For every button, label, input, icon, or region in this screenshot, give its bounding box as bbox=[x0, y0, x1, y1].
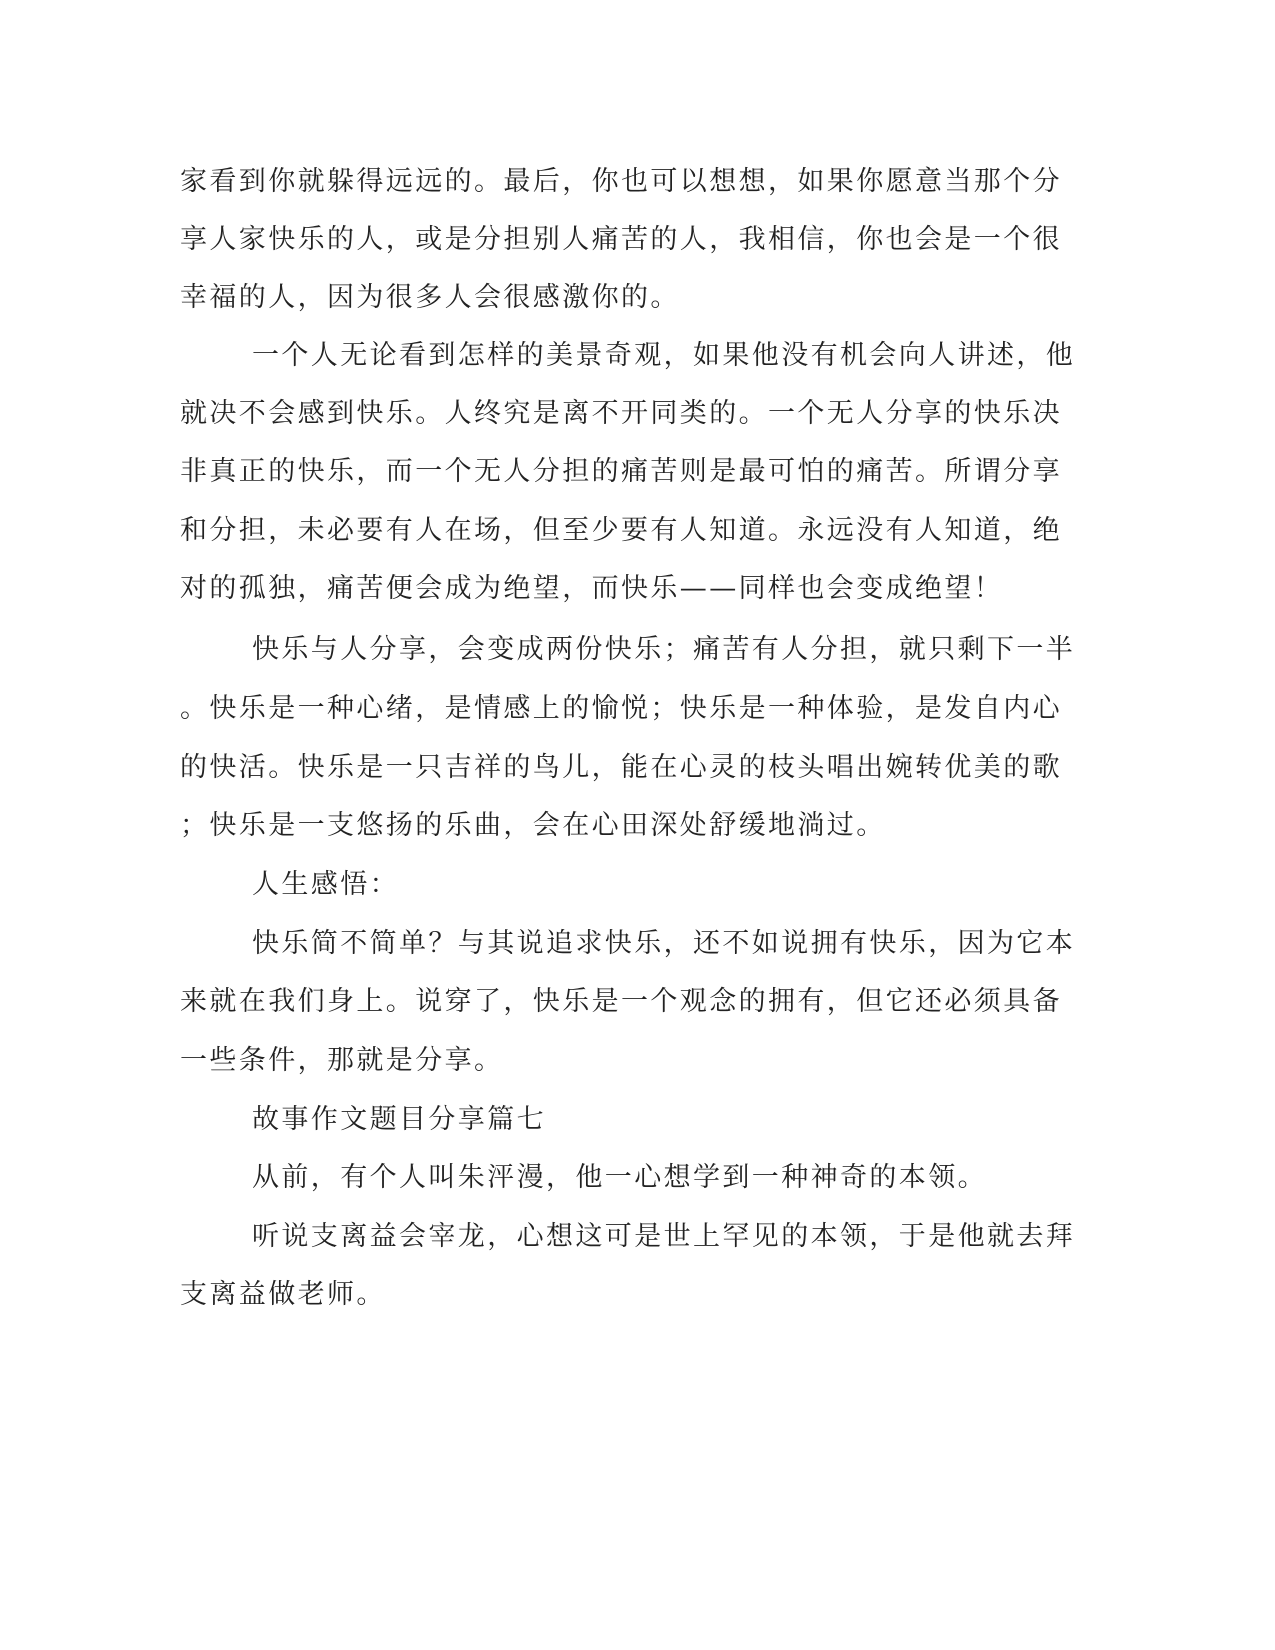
text-line: 家看到你就躲得远远的。最后，你也可以想想，如果你愿意当那个分 bbox=[180, 166, 1062, 197]
text-line: 就决不会感到快乐。人终究是离不开同类的。一个无人分享的快乐决 bbox=[180, 398, 1062, 429]
text-line: 快乐简不简单？与其说追求快乐，还不如说拥有快乐，因为它本 bbox=[252, 928, 1076, 959]
text-line: 来就在我们身上。说穿了，快乐是一个观念的拥有，但它还必须具备 bbox=[180, 986, 1062, 1017]
text-line: 从前，有个人叫朱泙漫，他一心想学到一种神奇的本领。 bbox=[252, 1162, 987, 1193]
section-heading: 人生感悟： bbox=[252, 869, 399, 900]
text-line: 的快活。快乐是一只吉祥的鸟儿，能在心灵的枝头唱出婉转优美的歌 bbox=[180, 752, 1062, 783]
text-line: 非真正的快乐，而一个无人分担的痛苦则是最可怕的痛苦。所谓分享 bbox=[180, 456, 1062, 487]
text-line: 幸福的人，因为很多人会很感激你的。 bbox=[180, 282, 680, 313]
text-line: 快乐与人分享，会变成两份快乐；痛苦有人分担，就只剩下一半 bbox=[252, 634, 1076, 665]
text-line: 享人家快乐的人，或是分担别人痛苦的人，我相信，你也会是一个很 bbox=[180, 224, 1062, 255]
text-line: 对的孤独，痛苦便会成为绝望，而快乐——同样也会变成绝望！ bbox=[180, 573, 1004, 604]
section-heading: 故事作文题目分享篇七 bbox=[252, 1104, 546, 1135]
text-line: 。快乐是一种心绪，是情感上的愉悦；快乐是一种体验，是发自内心 bbox=[180, 693, 1062, 724]
text-line: ；快乐是一支悠扬的乐曲，会在心田深处舒缓地淌过。 bbox=[180, 810, 886, 841]
text-line: 一个人无论看到怎样的美景奇观，如果他没有机会向人讲述，他 bbox=[252, 340, 1076, 371]
text-line: 支离益做老师。 bbox=[180, 1279, 386, 1310]
text-line: 听说支离益会宰龙，心想这可是世上罕见的本领，于是他就去拜 bbox=[252, 1221, 1076, 1252]
text-line: 和分担，未必要有人在场，但至少要有人知道。永远没有人知道，绝 bbox=[180, 515, 1062, 546]
text-line: 一些条件，那就是分享。 bbox=[180, 1045, 504, 1076]
